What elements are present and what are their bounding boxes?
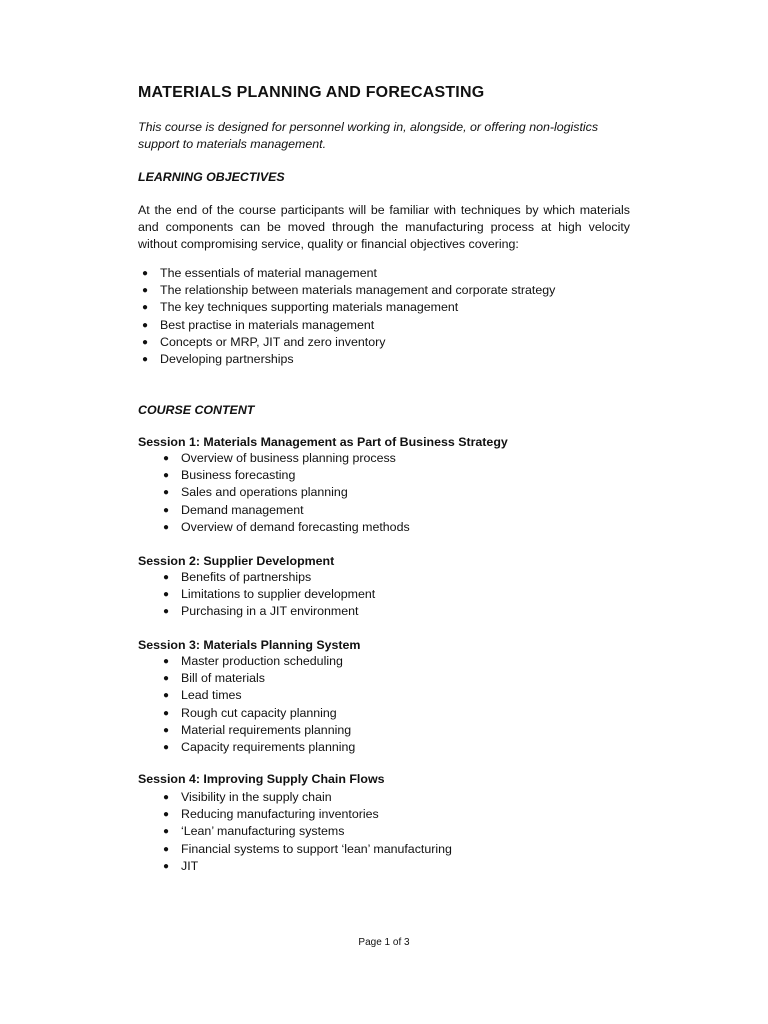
bullet-icon: ● bbox=[163, 504, 170, 516]
list-item: ● Demand management bbox=[159, 502, 410, 519]
list-item: ● Purchasing in a JIT environment bbox=[159, 603, 375, 620]
bullet-icon: ● bbox=[163, 724, 170, 736]
session-4-list bbox=[159, 789, 452, 875]
list-item: ● The relationship between materials management and corporate strategy bbox=[138, 282, 555, 299]
list-item: ● Capacity requirements planning bbox=[159, 739, 355, 756]
list-item: ● Lead times bbox=[159, 687, 355, 704]
list-item: ● Bill of materials bbox=[159, 670, 355, 687]
learning-objectives-heading: LEARNING OBJECTIVES bbox=[138, 170, 285, 184]
list-item: ● Sales and operations planning bbox=[159, 484, 410, 501]
bullet-icon: ● bbox=[163, 809, 170, 821]
bullet-icon: ● bbox=[163, 860, 170, 872]
bullet-icon: ● bbox=[163, 521, 170, 533]
list-item: ● Reducing manufacturing inventories bbox=[159, 806, 452, 823]
bullet-icon: ● bbox=[142, 336, 149, 348]
bullet-icon: ● bbox=[163, 487, 170, 499]
page-number: Page 1 of 3 bbox=[358, 937, 410, 948]
bullet-icon: ● bbox=[163, 606, 170, 618]
course-content-heading: COURSE CONTENT bbox=[138, 403, 255, 417]
list-item: ● Business forecasting bbox=[159, 467, 410, 484]
bullet-icon: ● bbox=[163, 826, 170, 838]
bullet-icon: ● bbox=[142, 302, 149, 314]
bullet-icon: ● bbox=[163, 673, 170, 685]
list-item: ● The key techniques supporting materials management bbox=[138, 299, 555, 316]
list-item: ● Rough cut capacity planning bbox=[159, 705, 355, 722]
bullet-icon: ● bbox=[163, 690, 170, 702]
intro-text: This course is designed for personnel working in, alongside, or offering non-logistics support to materials management. bbox=[138, 120, 599, 151]
list-item: ● Best practise in materials management bbox=[138, 317, 555, 334]
bullet-icon: ● bbox=[163, 792, 170, 803]
bullet-icon: ● bbox=[142, 285, 149, 297]
list-item: ● Limitations to supplier development bbox=[159, 586, 375, 603]
session-2-title: Session 2: Supplier Development bbox=[138, 554, 335, 568]
bullet-icon: ● bbox=[163, 572, 170, 583]
list-item: ● Benefits of partnerships bbox=[159, 569, 375, 586]
bullet-icon: ● bbox=[163, 453, 170, 464]
bullet-icon: ● bbox=[163, 470, 170, 482]
objectives-paragraph: At the end of the course participants will be familiar with techniques by which materials and components can be moved through the manufacturing process at high velocity without compromising service, quality or financial objectives covering: bbox=[138, 203, 630, 252]
list-item: ● The essentials of material management bbox=[138, 265, 555, 282]
session-1-list bbox=[159, 450, 410, 536]
bullet-icon: ● bbox=[163, 589, 170, 601]
session-3-list bbox=[159, 653, 355, 756]
bullet-icon: ● bbox=[142, 353, 149, 365]
list-item: ● Visibility in the supply chain bbox=[159, 789, 452, 806]
list-item: ● Overview of demand forecasting methods bbox=[159, 519, 410, 536]
list-item: ● JIT bbox=[159, 858, 452, 875]
session-2-list bbox=[159, 569, 375, 621]
list-item: ● Concepts or MRP, JIT and zero inventory bbox=[138, 334, 555, 351]
bullet-icon: ● bbox=[163, 656, 170, 667]
list-item: ● Material requirements planning bbox=[159, 722, 355, 739]
bullet-icon: ● bbox=[142, 268, 149, 279]
bullet-icon: ● bbox=[163, 707, 170, 719]
session-4-title: Session 4: Improving Supply Chain Flows bbox=[138, 772, 385, 786]
list-item: ● Developing partnerships bbox=[138, 351, 555, 368]
bullet-icon: ● bbox=[163, 741, 170, 753]
list-item: ● Master production scheduling bbox=[159, 653, 355, 670]
bullet-icon: ● bbox=[163, 843, 170, 855]
session-3-title: Session 3: Materials Planning System bbox=[138, 638, 361, 652]
bullet-icon: ● bbox=[142, 319, 149, 331]
session-1-title: Session 1: Materials Management as Part of Business Strategy bbox=[138, 435, 508, 449]
document-title: MATERIALS PLANNING AND FORECASTING bbox=[138, 84, 485, 101]
list-item: ● ‘Lean’ manufacturing systems bbox=[159, 823, 452, 840]
list-item: ● Overview of business planning process bbox=[159, 450, 410, 467]
list-item: ● Financial systems to support ‘lean’ manufacturing bbox=[159, 841, 452, 858]
objectives-list bbox=[138, 265, 555, 368]
